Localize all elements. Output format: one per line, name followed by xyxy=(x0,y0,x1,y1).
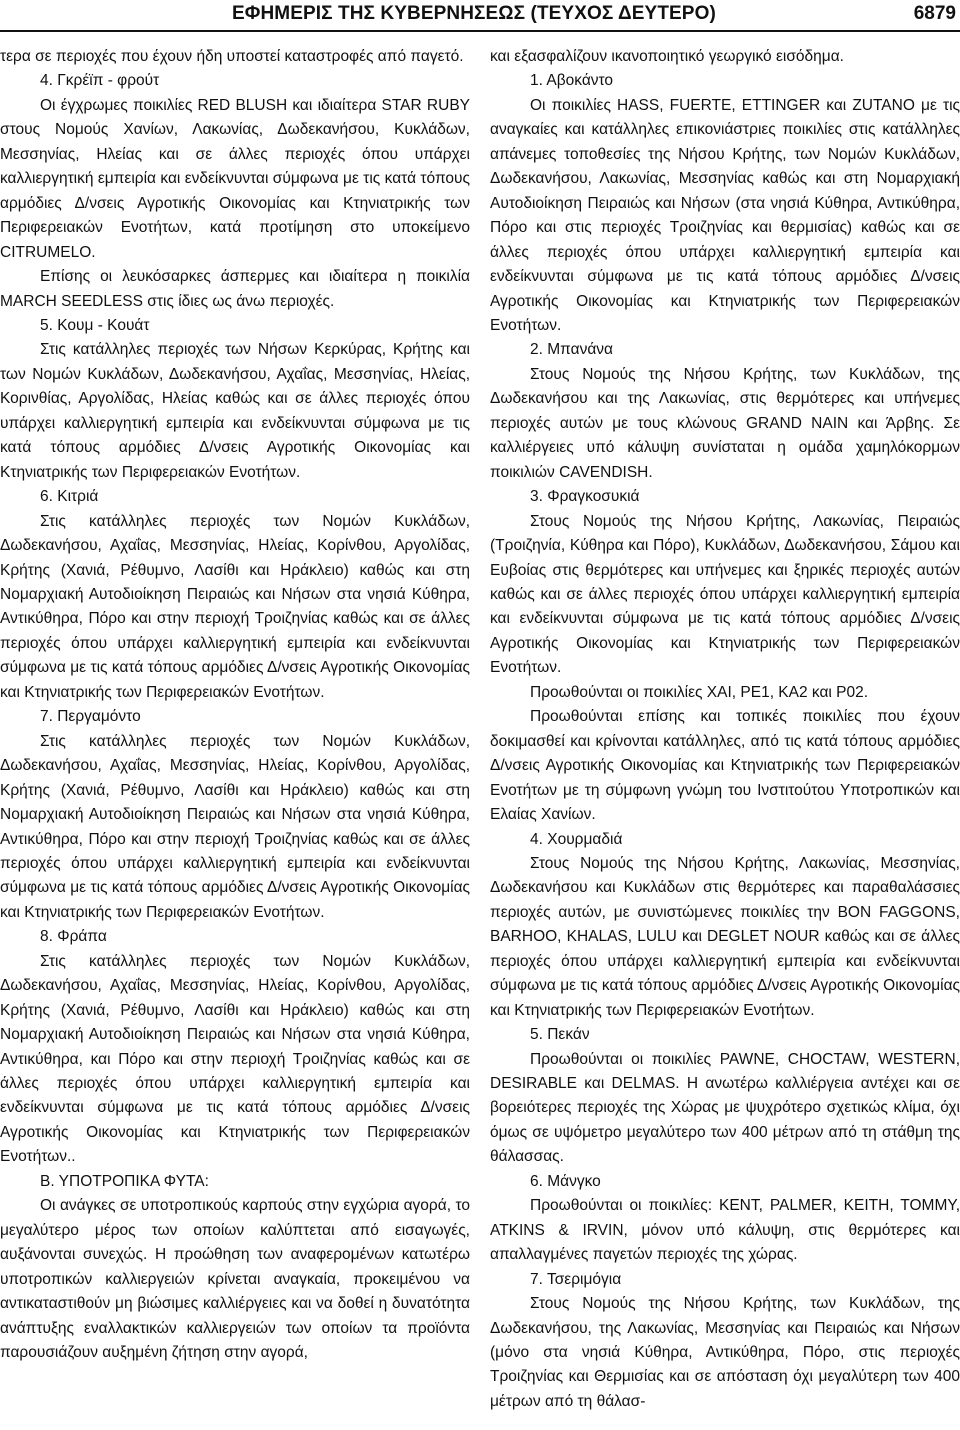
section-heading: 3. Φραγκοσυκιά xyxy=(530,488,640,506)
page-number: 6879 xyxy=(913,3,956,24)
section-heading: 1. Αβοκάντο xyxy=(530,72,614,90)
paragraph: τερα σε περιοχές που έχουν ήδη υποστεί καταστροφές από παγετό. xyxy=(0,48,464,65)
page-header xyxy=(0,0,960,32)
paragraph: Προωθούνται οι ποικιλίες PAWNE, CHOCTAW, WESTERN, DESIRABLE και DELMAS. Η ανωτέρω καλλιέργεια αντέχει και σε βορειότερες περιοχές της Χώρας με ψυχρότερο σχετικώς κλίμα, όχι όμως σε υψόμετρο μεγαλύτερο των 400 μέτρων από τη στάθμη της θάλασσας. xyxy=(490,1050,960,1166)
section-heading: 5. Κουμ - Κουάτ xyxy=(40,316,150,334)
section-heading: 4. Γκρέϊπ - φρούτ xyxy=(40,72,160,90)
section-heading: 8. Φράπα xyxy=(40,928,107,946)
gazette-title: ΕΦΗΜΕΡΙΣ ΤΗΣ ΚΥΒΕΡΝΗΣΕΩΣ (ΤΕΥΧΟΣ ΔΕΥΤΕΡΟ) xyxy=(232,3,716,24)
section-heading: Β. ΥΠΟΤΡΟΠΙΚΑ ΦΥΤΑ: xyxy=(40,1172,209,1190)
paragraph: Προωθούνται οι ποικιλίες ΧΑΙ, ΡΕ1, ΚΑ2 και Ρ02. xyxy=(530,683,869,701)
paragraph: και εξασφαλίζουν ικανοποιητικό γεωργικό εισόδημα. xyxy=(490,48,844,65)
section-heading: 5. Πεκάν xyxy=(530,1026,590,1044)
paragraph: Επίσης οι λευκόσαρκες άσπερμες και ιδιαίτερα η ποικιλία MARCH SEEDLESS στις ίδιες ως άνω περιοχές. xyxy=(0,268,470,310)
paragraph: Στους Νομούς της Νήσου Κρήτης, των Κυκλάδων, της Δωδεκανήσου και της Λακωνίας, στις θερμότερες και υπήνεμες περιοχές αυτών με τους κλώνους GRAND NAIN και Άρβης. Σε καλλιέργειες υπό κάλυψη συνίσταται η ομάδα χαμηλόκορμων ποικιλιών CAVENDISH. xyxy=(490,365,960,481)
section-heading: 7. Τσεριμόγια xyxy=(530,1270,622,1288)
paragraph: Προωθούνται επίσης και τοπικές ποικιλίες που έχουν δοκιμασθεί και κρίνονται κατάλληλες, από τις κατά τόπους αρμόδιες Δ/νσεις Αγροτικής Οικονομίας και Κτηνιατρικής των Περιφερειακών Ενοτήτων με τη σύμφωνη γνώμη του Ινστιτούτου Υποτροπικών και Ελαίας Χανίων. xyxy=(490,708,960,824)
paragraph: Στις κατάλληλες περιοχές των Νήσων Κερκύρας, Κρήτης και των Νομών Κυκλάδων, Δωδεκανήσου, Αχαΐας, Μεσσηνίας, Ηλείας, Κορινθίας, Αργολίδας, Ηλείας καθώς και σε άλλες περιοχές όπου υπάρχει καλλιεργητική εμπειρία και ενδείκνυνται σύμφωνα με τις κατά τόπους αρμόδιες Δ/νσεις Αγροτικής Οικονομίας και Κτηνιατρικής των Περιφερειακών Ενοτήτων. xyxy=(0,341,470,481)
section-heading: 6. Μάνγκο xyxy=(530,1172,601,1190)
paragraph: Στις κατάλληλες περιοχές των Νομών Κυκλάδων, Δωδεκανήσου, Αχαΐας, Μεσσηνίας, Ηλείας, Κορίνθου, Αργολίδας, Κρήτης (Χανιά, Ρέθυμνο, Λασίθι και Ηράκλειο) καθώς και στη Νομαρχιακή Αυτοδιοίκηση Πειραιώς και Νήσων στα νησιά Κύθηρα, Αντικύθηρα, και Πόρο και στην περιοχή Τροιζηνίας καθώς και σε άλλες περιοχές όπου υπάρχει καλλιεργητική εμπειρία και ενδείκνυνται σύμφωνα με τις κατά τόπους αρμόδιες Δ/νσεις Αγροτικής Οικονομίας και Κτηνιατρικής των Περιφερειακών Ενοτήτων.. xyxy=(0,952,470,1166)
paragraph: Στους Νομούς της Νήσου Κρήτης, των Κυκλάδων, της Δωδεκανήσου, της Λακωνίας, Μεσσηνίας και Πειραιώς και Νήσων (μόνο στα νησιά Κύθηρα, Αντικύθηρα, Πόρο, στις περιοχές Τροιζηνίας και Θερμισίας και σε απόσταση όχι μεγαλύτερη των 400 μέτρων από τη θάλασ- xyxy=(490,1295,960,1410)
paragraph: Στους Νομούς της Νήσου Κρήτης, Λακωνίας, Πειραιώς (Τροιζηνία, Κύθηρα και Πόρο), Κυκλάδων, Δωδεκανήσου, Σάμου και Ευβοίας στις θερμότερες και υπήνεμες και ξηρικές περιοχές αυτών καθώς και σε άλλες περιοχές όπου υπάρχει καλλιεργητική εμπειρία και ενδείκνυνται σύμφωνα με τις κατά τόπους αρμόδιες Δ/νσεις Αγροτικής Οικονομίας και Κτηνιατρικής των Περιφερειακών Ενοτήτων. xyxy=(490,512,960,677)
paragraph: Οι ποικιλίες HASS, FUERTE, ETTINGER και ZUTANO με τις αναγκαίες και κατάλληλες επικονιάστριες ποικιλίες στις κατάλληλες απάνεμες τοποθεσίες της Νήσου Κρήτης, των Νομών Κυκλάδων, Δωδεκανήσου, Λακωνίας, Μεσσηνίας καθώς και στη Νομαρχιακή Αυτοδιοίκηση Πειραιώς και Νήσων (στα νησιά Κύθηρα, Αντικύθηρα, Πόρο και στις περιοχές Τροιζηνίας και θερμισίας) καθώς και σε άλλες περιοχές όπου υπάρχει καλλιεργητική εμπειρία και ενδείκνυνται σύμφωνα με τις κατά τόπους αρμόδιες Δ/νσεις Αγροτικής Οικονομίας και Κτηνιατρικής των Περιφερειακών Ενοτήτων. xyxy=(490,96,960,334)
header-rule xyxy=(0,30,960,32)
paragraph: Οι έγχρωμες ποικιλίες RED BLUSH και ιδιαίτερα STAR RUBY στους Νομούς Χανίων, Λακωνίας, Δωδεκανήσου, Κυκλάδων, Μεσσηνίας, Ηλείας και σε άλλες περιοχές όπου υπάρχει καλλιεργητική εμπειρία και ενδείκνυνται σύμφωνα με τις κατά τόπους αρμόδιες Δ/νσεις Αγροτικής Οικονομίας και Κτηνιατρικής των Περιφερειακών Ενοτήτων, κατά προτίμηση στο υποκείμενο CITRUMELO. xyxy=(0,96,470,261)
paragraph: Στους Νομούς της Νήσου Κρήτης, Λακωνίας, Μεσσηνίας, Δωδεκανήσου και Κυκλάδων στις θερμότερες και παραθαλάσσιες περιοχές αυτών, με συνιστώμενες ποικιλίες την BON FAGGONS, BARHOO, KHALAS, LULU και DEGLET NOUR καθώς και σε άλλες περιοχές όπου υπάρχει καλλιεργητική εμπειρία και ενδείκνυνται σύμφωνα με τις κατά τόπους αρμόδιες Δ/νσεις Αγροτικής Οικονομίας και Κτηνιατρικής των Περιφερειακών Ενοτήτων. xyxy=(490,854,960,1019)
paragraph: Στις κατάλληλες περιοχές των Νομών Κυκλάδων, Δωδεκανήσου, Αχαΐας, Μεσσηνίας, Ηλείας, Κορίνθου, Αργολίδας, Κρήτης (Χανιά, Ρέθυμνο, Λασίθι και Ηράκλειο) καθώς και στη Νομαρχιακή Αυτοδιοίκηση Πειραιώς και Νήσων στα νησιά Κύθηρα, Αντικύθηρα, Πόρο και στην περιοχή Τροιζηνίας καθώς και σε άλλες περιοχές όπου υπάρχει καλλιεργητική εμπειρία και ενδείκνυνται σύμφωνα με τις κατά τόπους αρμόδιες Δ/νσεις Αγροτικής Οικονομίας και Κτηνιατρικής των Περιφερειακών Ενοτήτων. xyxy=(0,512,470,701)
right-column xyxy=(490,45,960,1414)
paragraph: Προωθούνται οι ποικιλίες: KENT, PALMER, KEITH, TOMMY, ATKINS & IRVIN, μόνον υπό κάλυψη, στις θερμότερες και απαλλαγμένες παγετών περιοχές της χώρας. xyxy=(490,1197,960,1264)
section-heading: 7. Περγαμόντο xyxy=(40,708,141,726)
section-heading: 2. Μπανάνα xyxy=(530,341,614,359)
section-heading: 4. Χουρμαδιά xyxy=(530,830,623,848)
paragraph: Στις κατάλληλες περιοχές των Νομών Κυκλάδων, Δωδεκανήσου, Αχαΐας, Μεσσηνίας, Ηλείας, Κορίνθου, Αργολίδας, Κρήτης (Χανιά, Ρέθυμνο, Λασίθι και Ηράκλειο) καθώς και στη Νομαρχιακή Αυτοδιοίκηση Πειραιώς και Νήσων στα νησιά Κύθηρα, Αντικύθηρα, Πόρο και στην περιοχή Τροιζηνίας καθώς και σε άλλες περιοχές όπου υπάρχει καλλιεργητική εμπειρία και ενδείκνυνται σύμφωνα με τις κατά τόπους αρμόδιες Δ/νσεις Αγροτικής Οικονομίας και Κτηνιατρικής των Περιφερειακών Ενοτήτων. xyxy=(0,732,470,921)
section-heading: 6. Κιτριά xyxy=(40,488,99,506)
left-column xyxy=(0,45,470,1365)
paragraph: Οι ανάγκες σε υποτροπικούς καρπούς στην εγχώρια αγορά, το μεγαλύτερο μέρος των οποίων καλύπτεται από εισαγωγές, αυξάνονται συνεχώς. Η προώθηση των αναφερομένων κατωτέρω υποτροπικών καλλιεργειών κρίνεται αναγκαία, προκειμένου να αντικαταστιθούν μη βιώσιμες καλλιέργειες και να δοθεί η δυνατότητα ανάπτυξης εναλλακτικών καλλιεργειών των οποίων τα προϊόντα παρουσιάζουν αυξημένη ζήτηση στην αγορά, xyxy=(0,1197,470,1362)
